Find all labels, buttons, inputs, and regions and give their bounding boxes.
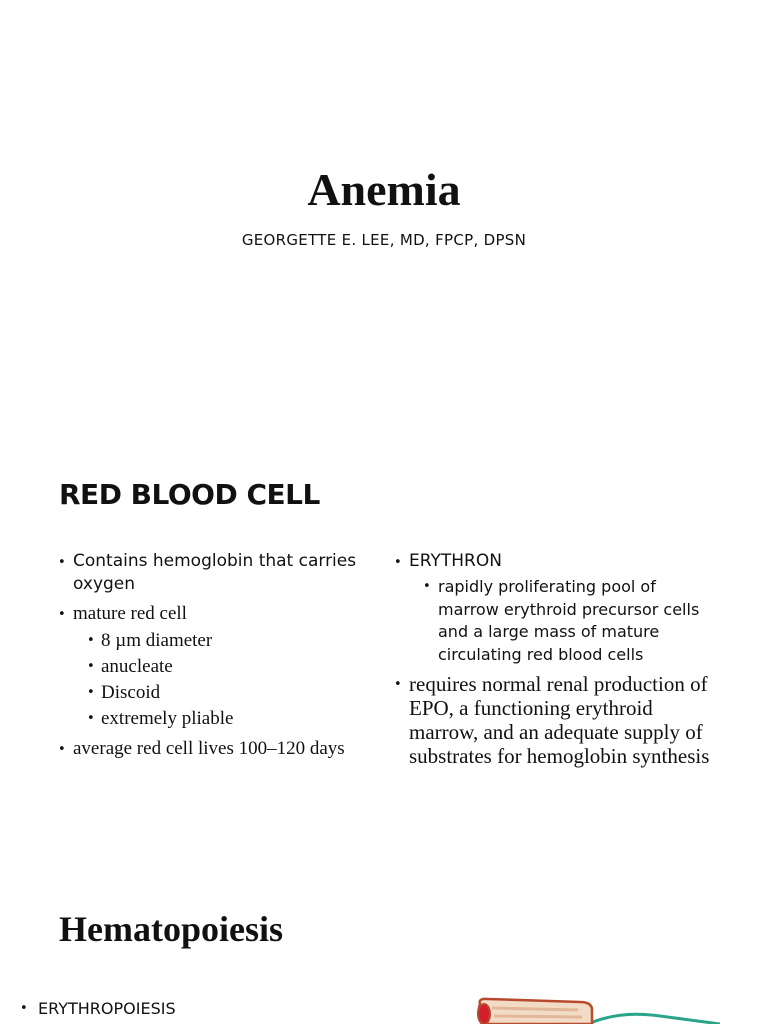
bullet-requirements: • requires normal renal production of EPO, a functioning erythroid marrow, and an adequate supply of substrates for hemoglobin synthesis [394,672,714,768]
marrow-cavity [478,1004,490,1024]
bullet-list [58,550,383,761]
sub-bullet-erythron-definition: • rapidly proliferating pool of marrow erythroid precursor cells and a large mass of mature circulating red blood cells [423,576,714,666]
bullet-text: ERYTHRON [409,551,502,571]
sub-bullet-list [87,629,383,731]
sub-bullet-list [423,576,714,666]
vessel-shape [588,1014,720,1024]
bone-shading [492,1008,578,1010]
presentation-title: Anemia [307,164,461,215]
right-column [394,550,714,774]
title-slide [0,0,768,420]
slide-heading: RED BLOOD CELL [59,478,320,511]
bullet-list [394,550,714,768]
bullet-mature-red-cell [58,602,383,731]
bone-shading [494,1016,582,1017]
bullet-list [20,999,176,1019]
bullet-hemoglobin: • Contains hemoglobin that carries oxygen [58,550,383,596]
sub-bullet-anucleate: • anucleate [87,655,383,679]
bullet-erythron [394,550,714,666]
bullet-erythropoiesis: • ERYTHROPOIESIS [20,999,176,1019]
left-column [58,550,383,767]
bullet-lifespan: • average red cell lives 100–120 days [58,737,383,761]
sub-bullet-diameter: • 8 µm diameter [87,629,383,653]
presentation-author: GEORGETTE E. LEE, MD, FPCP, DPSN [241,231,527,249]
red-blood-cell-slide [0,420,768,860]
sub-bullet-pliable: • extremely pliable [87,707,383,731]
hematopoiesis-slide [0,860,768,1024]
bone-illustration-icon [470,990,730,1024]
slide-heading: Hematopoiesis [59,909,283,949]
bullet-text: mature red cell [73,603,187,624]
sub-bullet-discoid: • Discoid [87,681,383,705]
